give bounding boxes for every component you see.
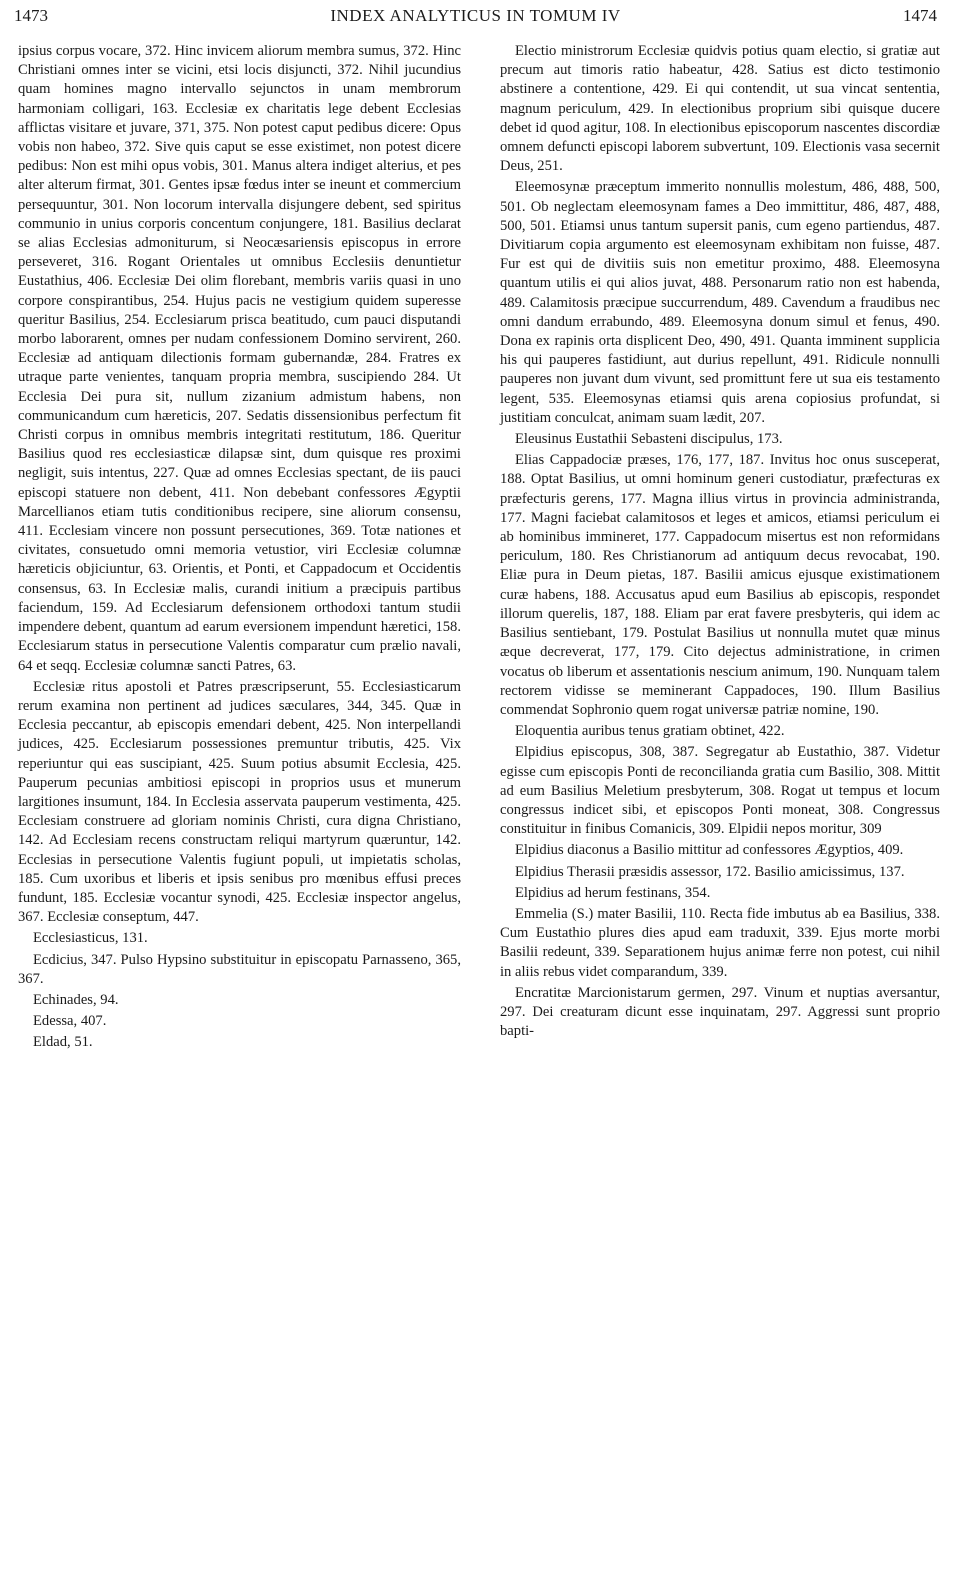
index-entry: Elpidius diaconus a Basilio mittitur ad confessores Ægyptios, 409. (515, 842, 904, 859)
index-entry: Elpidius Therasii præsidis assessor, 172. Basilio amicissimus, 137. (515, 863, 905, 880)
index-entry: Echinades, 94. (33, 991, 119, 1008)
index-entry: Electio ministrorum Ecclesiæ quidvis potius quam electio, si gratiæ aut precum aut timoris ratio habeatur, 428. Satius est dicto testimonio abstinere a contentione, 429. Ei qui contendit, ut sua vincat sententia, magnum periculum, 429. In electionibus proprium sibi quisque ducere debet id quod agitur, 108. In electionibus episcoporum nascentes discordiæ omnem defuncti episcopi laborem subvertunt, 109. Electionis vasa secernit Deus, 251. (500, 43, 940, 175)
index-entry: Ecclesiæ ritus apostoli et Patres præscripserunt, 55. Ecclesiasticarum rerum examina non pertinent ad judices sæculares, 344, 345. Quæ in Ecclesia peccantur, ab episcopis emendari debent, 425. Non interpellandi judices, 425. Ecclesiarum possessiones premuntur tributis, 425. Vix reperiuntur qui eas suscipiant, 425. Suum potius absumit Ecclesia, 425. Pauperum pecunias ambitiosi episcopi in proprios usus et munerum largitiones insumunt, 184. In Ecclesia asservata pauperum vestimenta, 425. Ecclesiam construere ad gloriam nominis Christi, cura digna Christiano, 142. Ad Ecclesiam recens constructam reliqui martyrum quæruntur, 142. Ecclesias in persecutione Valentis fugiunt populi, ut impietatis scholas, 185. Cum uxoribus et liberis et ipsis senibus pro mœnibus effusi preces fundunt, 185. Ecclesiæ vocantur synodi, 425. Ecclesiæ inspector angelus, 367. Ecclesiæ conseptum, 447. (18, 678, 461, 926)
left-column (18, 42, 461, 1055)
page-number-left: 1473 (14, 6, 48, 25)
running-title: INDEX ANALYTICUS IN TOMUM IV (330, 6, 621, 25)
index-entry: Encratitæ Marcionistarum germen, 297. Vinum et nuptias aversantur, 297. Dei creaturam dicunt esse inquinatam, 297. Aggressi sunt proprio bapti- (500, 984, 940, 1040)
page-header (14, 6, 937, 30)
index-entry: ipsius corpus vocare, 372. Hinc invicem aliorum membra sumus, 372. Hinc Christiani omnes inter se vicini, etsi locis disjuncti, 372. Nihil jucundius quam homines magno intervallo sejunctos in unam membrorum harmoniam colligari, 163. Ecclesiæ ex charitatis lege debent Ecclesias afflictas visitare et juvare, 371, 375. Non potest caput pedibus dicere: Opus vobis non habeo, 372. Sive quis caput se esse existimet, non potest dicere pedibus: Non est mihi opus vobis, 301. Manus altera indiget alterius, et pes alter alterum firmat, 301. Gentes ipsæ fœdus inter se ineunt et commercium persequuntur, 301. Non locorum intervalla disjungere debent, sed spiritus communio in unius corporis concentum conjungere, 181. Basilius declarat se alias Ecclesias admoniturum, si Neocæsariensis episcopus in errore perseveret, 316. Rogant Orientales ut omnibus Ecclesiis denuntietur Eustathius, 406. Ecclesiæ Dei olim florebant, membris variis quasi in uno corpore conspirantibus, 254. Hujus pacis ne vestigium quidem superesse queritur Basilius, 254. Ecclesiarum prisca beatitudo, cum pauci disputandi morbo laborarent, omnes per nudam confessionem Domino servirent, 260. Ecclesiæ ad antiquam dilectionis formam gubernandæ, 284. Fratres ex utraque parte venientes, tanquam propria membra, suscipiendo 284. Ut Ecclesia Dei pura sit, nullum zizanium admistum habens, non communicandum cum hæreticis, 207. Sedatis dissensionibus perfectum fit Christi corpus in omnibus membris integritati restitutum, 186. Queritur Basilius quod res ecclesiasticæ dilapsæ sint, dum quisque res proximi negligit, suis intentus, 227. Quæ ad omnes Ecclesias spectant, de iis pauci episcopi statuere non debent, 411. Non debebant confessores Ægyptii Marcellianos etiam tutis conditionibus recipere, sine aliorum consensu, 411. Ecclesiam vincere non possunt persecutiones, 369. Totæ nationes et civitates, consuetudo omni memoria vetustior, viri Ecclesiæ columnæ hæreticis objiciuntur, 63. Orientis, et Ponti, et Cappadocum et Occidentis consensus, 63. In Ecclesiæ malis, curandi initium a præcipuis partibus faciendum, 159. Ad Ecclesiarum defensionem orthodoxi tantum studii impendere debent, quantum ad earum eversionem impendunt hæretici, 158. Ecclesiarum status in persecutione Valentis comparatur cum prælio navali, 64 et seqq. Ecclesiæ columnæ sancti Patres, 63. (18, 43, 461, 674)
index-entry: Ecclesiasticus, 131. (33, 930, 148, 947)
index-entry: Elpidius ad herum festinans, 354. (515, 884, 711, 901)
page-number-right: 1474 (903, 6, 937, 25)
index-entry: Elias Cappadociæ præses, 176, 177, 187. Invitus hoc onus susceperat, 188. Optat Basilius, ut omni hominum generi custodiatur, præfecturas ex præfecturis gerens, 177. Magna illius virtus in provincia administranda, 177. Magni faciebat calamitosos et leges et amicos, etiamsi periculum ei ab hominibus immineret, 177. Cappadocum misertus est non reformidans periculum, 180. Res Christianorum ad antiquum decus revocabat, 190. Eliæ pura in Deum pietas, 187. Basilii amicus ejusque existimationem curæ habens, 188. Accusatus apud eum Basilius ab episcopis, respondet illorum querelis, 187, 188. Eliam par erat favere presbyteris, qui idem ac Basilius sentiebant, 179. Postulat Basilius ut nonnulla mutet quæ minus æque decreverat, 177, 179. Cito dejectus administratione, in crimen vocatus ob liberum et assentationis nescium animum, 190. Nunquam talem rectorem vidisse se meminerant Cappadoces, 190. Illum Basilius commendat Sophronio quem rogat universæ patriæ nomine, 190. (500, 452, 940, 718)
right-column (500, 42, 940, 1043)
index-entry: Eldad, 51. (33, 1034, 93, 1051)
index-entry: Eleusinus Eustathii Sebasteni discipulus, 173. (515, 431, 783, 448)
index-entry: Edessa, 407. (33, 1013, 107, 1030)
index-entry: Ecdicius, 347. Pulso Hypsino substituitur in episcopatu Parnasseno, 365, 367. (18, 951, 461, 987)
index-entry: Elpidius episcopus, 308, 387. Segregatur ab Eustathio, 387. Videtur egisse cum episcopis Ponti de reconcilianda gratia cum Basilio, 308. Mittit ad eum Basilius Meletium presbyterum, 308. Rogat ut tempus et locum congressus indicet sibi, et episcopos Ponti moneat, 308. Congressus constituitur in finibus Comanicis, 309. Elpidii nepos moritur, 309 (500, 744, 940, 838)
index-entry: Eloquentia auribus tenus gratiam obtinet, 422. (515, 723, 785, 740)
index-entry: Eleemosynæ præceptum immerito nonnullis molestum, 486, 488, 500, 501. Ob neglectam eleemosynam fames a Deo immittitur, 486, 487, 488, 500, 501. Etiamsi unus tantum supersit panis, cum egeno partiendus, 487. Divitiarum copia argumento est eleemosynam exhibitam non fuisse, 487. Fur est qui de divitiis suis non emetitur proximo, 488. Eleemosyna quantum utilis ei qui alios juvat, 488. Personarum ratio non est habenda, 489. Calamitosis præcipue succurrendum, 489. Cavendum a fraudibus nec omni dandum errabundo, 489. Eleemosyna donum simul et fenus, 490. Dona ex rapinis orta displicent Deo, 490, 491. Quanta imminent supplicia his qui pauperes fastidiunt, aut durius repellunt, 491. Ridicule nonnulli pauperes non juvant dum vivunt, sed promittunt fere ut sua eis testamento legent, 535. Eleemosynas etiamsi quis arena copiosius profundat, si justitiam conculcat, animam suam lædit, 207. (500, 179, 940, 426)
index-entry: Emmelia (S.) mater Basilii, 110. Recta fide imbutus ab ea Basilius, 338. Cum Eustathio plures dies apud eam traduxit, 339. Ejus morte morbi Basilii redeunt, 339. Separationem hujus animæ ferre non potest, cui nihil in aliis rebus videt comparandum, 339. (500, 905, 940, 980)
